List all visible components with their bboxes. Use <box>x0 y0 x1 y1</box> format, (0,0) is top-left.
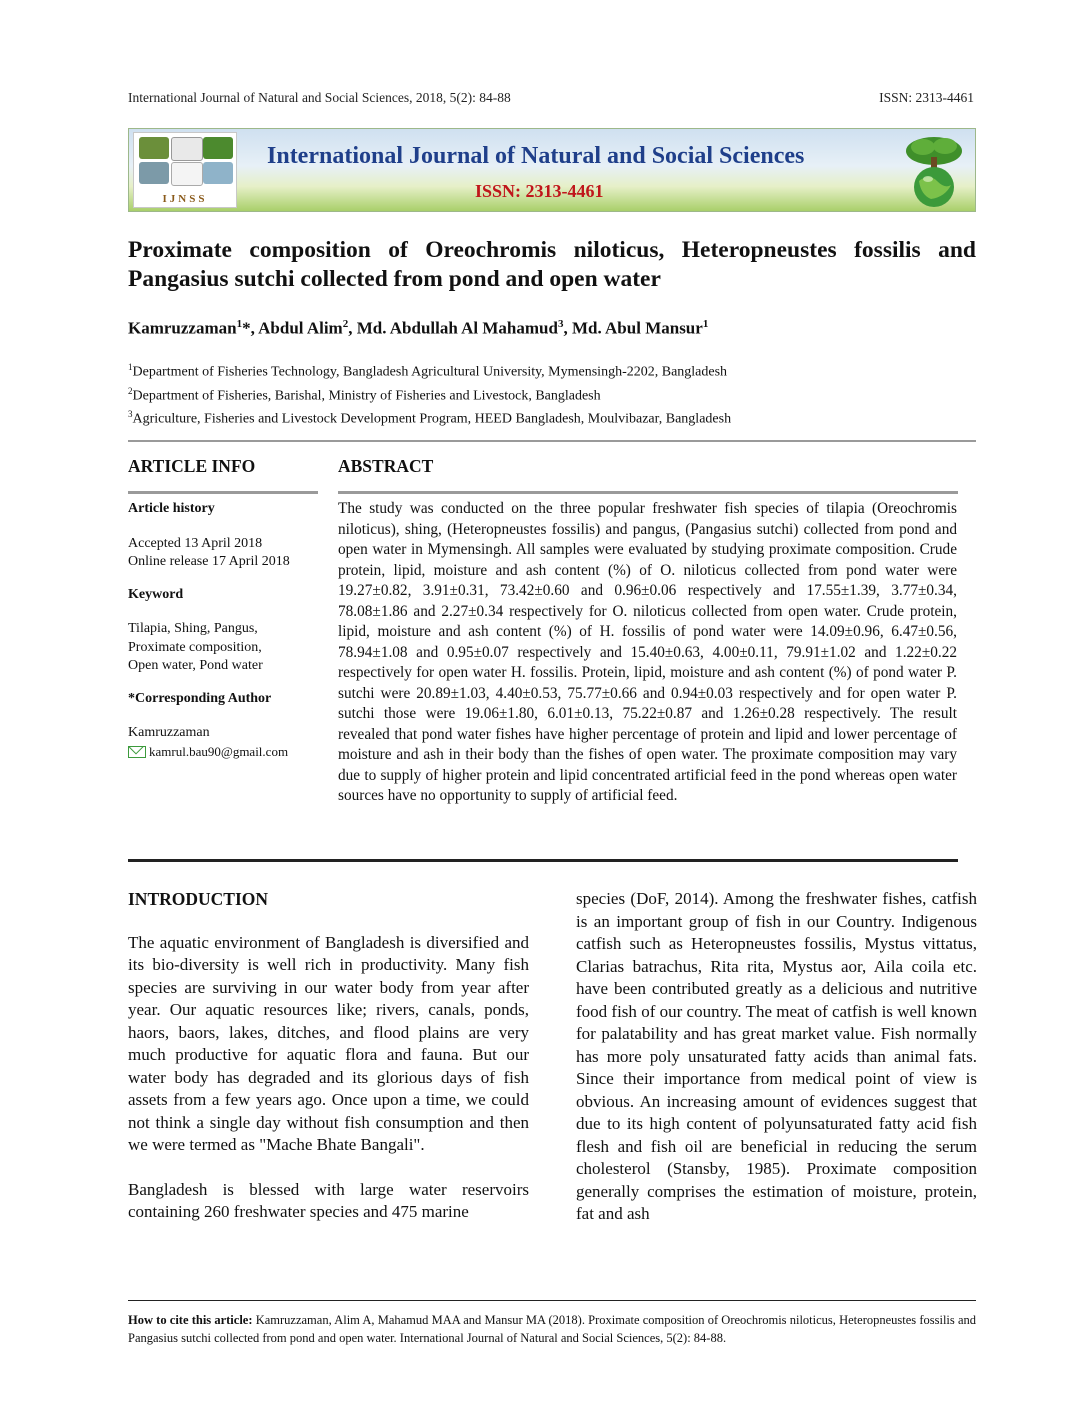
running-header-journal: International Journal of Natural and Social Sciences, 2018, 5(2): 84-88 <box>128 90 511 105</box>
introduction-paragraph: species (DoF, 2014). Among the freshwater fishes, catfish is an important group of fish in our Country. Indigenous catfish such as Heteropneustes fossilis, Mystus vittatus, Clarias batrachus, Rita rita, Mystus aor, Aila coila etc. have been contributed greatly as a delicious and nutritive food fish of our country. The meat of catfish is well known for palatability and has great market value. Fish normally has more poly unsaturated fatty acids than animal fats. Since their importance from medical point of view is obvious. An increasing amount of evidences suggest that due to its high content of polyunsaturated fatty acid fish flesh and fish oil are beneficial in reducing the serum cholesterol (Stansby, 1985). Proximate composition generally comprises the estimation of moisture, protein, fat and ash <box>576 889 977 1223</box>
affiliation-mark: 1 <box>128 362 133 372</box>
author-affiliation-mark: 1 <box>236 318 243 330</box>
author-affiliation-mark: 2 <box>342 318 349 330</box>
author-separator: *, <box>242 318 259 338</box>
envelope-icon <box>128 746 146 758</box>
journal-banner <box>128 128 976 212</box>
introduction-heading: INTRODUCTION <box>128 889 269 909</box>
author-name: Kamruzzaman <box>128 318 237 338</box>
corresponding-author-label: *Corresponding Author <box>128 690 272 706</box>
abstract-end-rule <box>128 859 958 862</box>
globe-tree-icon <box>901 133 967 209</box>
corresponding-author-name: Kamruzzaman <box>128 725 210 740</box>
article-history-label: Article history <box>128 501 215 516</box>
email-row <box>128 743 318 762</box>
affiliation-item <box>128 382 731 406</box>
journal-issn: ISSN: 2313-4461 <box>475 181 604 201</box>
affiliation-list <box>128 358 731 429</box>
footer-rule <box>128 1300 976 1301</box>
introduction-paragraph: Bangladesh is blessed with large water reservoirs containing 260 freshwater species and 475 marine <box>128 1179 529 1221</box>
logo-tile-lab-icon <box>203 162 233 184</box>
logo-tile-fish-icon <box>139 162 169 184</box>
header-divider <box>128 440 976 442</box>
running-header-issn: ISSN: 2313-4461 <box>879 90 974 105</box>
citation-note <box>128 1311 976 1347</box>
online-release-date: Online release 17 April 2018 <box>128 554 290 569</box>
body-column-left <box>128 888 529 1246</box>
author-name: Abdul Alim <box>258 318 343 338</box>
logo-tile-plant-icon <box>139 137 169 159</box>
author-name: Md. Abdullah Al Mahamud <box>356 318 558 338</box>
affiliation-mark: 3 <box>128 409 133 420</box>
article-info-rule <box>128 491 318 494</box>
journal-logo <box>133 132 237 208</box>
abstract-heading: ABSTRACT <box>338 456 434 476</box>
journal-title: International Journal of Natural and Social Sciences <box>267 143 805 169</box>
keyword-line: Tilapia, Shing, Pangus, <box>128 621 258 636</box>
article-info-heading: ARTICLE INFO <box>128 456 256 476</box>
abstract-body: The study was conducted on the three popular freshwater fish species of tilapia (Oreochromis niloticus), shing, (Heteropneustes fossilis) and pangus, (Pangasius sutchi) collected from pond and open water in Mymensingh. All samples were evaluated by studying proximate composition. Crude protein, lipid, moisture and ash content (%) of O. niloticus collected from pond water were 19.27±0.82, 3.91±0.31, 73.42±0.60 and 0.96±0.06 respectively and 17.55±1.39, 3.77±0.34, 78.08±1.86 and 2.27±0.34 respectively for O. niloticus collected from open water. Crude protein, lipid, moisture and ash content (%) of H. fossilis of pond water were 14.09±0.96, 6.47±0.56, 78.94±1.08 and 0.95±0.07 respectively and 15.40±0.63, 4.00±0.11, 79.91±1.02 and 1.22±0.22 respectively for open water H. fossilis. Protein, lipid, moisture and ash content (%) of pond water P. sutchi were 20.89±1.03, 4.40±0.53, 75.77±0.66 and 0.94±0.03 respectively and for open water P. sutchi those were 19.06±1.80, 6.01±0.13, 75.22±0.87 and 1.26±0.28 respectively. The result revealed that pond water fishes have higher percentage of protein and lipid and lower percentage of moisture and ash in their body than the fishes of open water. The proximate composition may vary due to supply of higher protein and lipid concentrated artificial feed in the pond whereas open water sources have no opportunity to supply of artificial feed. <box>338 500 957 804</box>
keyword-line: Open water, Pond water <box>128 658 263 673</box>
introduction-paragraph: The aquatic environment of Bangladesh is diversified and its bio-diversity is well rich in productivity. Many fish species are surviving in our water body from year after year. Our aquatic resources like; rivers, canals, ponds, haors, baors, lakes, ditches, and flood plains are very much productive for aquatic flora and fauna. But our water body has degraded and its glorious days of fish assets from a few years ago. Once upon a time, we could not think a single day without fish consumption and then we were termed as "Mache Bhate Bangali". <box>128 932 529 1154</box>
citation-text: Kamruzzaman, Alim A, Mahamud MAA and Mansur MA (2018). Proximate composition of Oreochromis niloticus, Heteropneustes fossilis and Pangasius sutchi collected from pond and open water. International Journal of Natural and Social Sciences, 5(2): 84-88. <box>128 1313 977 1345</box>
keyword-line: Proximate composition, <box>128 639 262 655</box>
affiliation-mark: 2 <box>128 385 133 396</box>
article-info-panel <box>128 500 318 761</box>
affiliation-item <box>128 405 731 429</box>
abstract-rule <box>338 491 958 494</box>
logo-tile-cattle-icon <box>171 137 203 161</box>
author-list <box>128 318 708 339</box>
author-name: Md. Abul Mansur <box>571 318 703 338</box>
accepted-date: Accepted 13 April 2018 <box>128 535 263 551</box>
affiliation-text: Department of Fisheries, Barishal, Ministry of Fisheries and Livestock, Bangladesh <box>132 388 601 404</box>
author-separator: , <box>563 318 572 338</box>
citation-label: How to cite this article: <box>128 1313 253 1327</box>
affiliation-text: Department of Fisheries Technology, Bangladesh Agricultural University, Mymensingh-2202, Bangladesh <box>132 364 728 380</box>
author-separator: , <box>348 318 357 338</box>
keyword-label: Keyword <box>128 586 184 602</box>
paper-title: Proximate composition of Oreochromis niloticus, Heteropneustes fossilis and Pangasius sutchi collected from pond and open water <box>128 237 976 292</box>
affiliation-text: Agriculture, Fisheries and Livestock Development Program, HEED Bangladesh, Moulvibazar, Bangladesh <box>132 411 732 427</box>
author-affiliation-mark: 3 <box>557 318 564 330</box>
logo-tile-leaf-icon <box>203 137 233 159</box>
corresponding-email[interactable]: kamrul.bau90@gmail.com <box>149 743 289 759</box>
body-column-right <box>576 888 977 1248</box>
journal-logo-text: IJNSS <box>162 193 208 205</box>
affiliation-item <box>128 358 731 382</box>
logo-tile-people-icon <box>171 162 203 186</box>
author-affiliation-mark: 1 <box>702 318 709 330</box>
